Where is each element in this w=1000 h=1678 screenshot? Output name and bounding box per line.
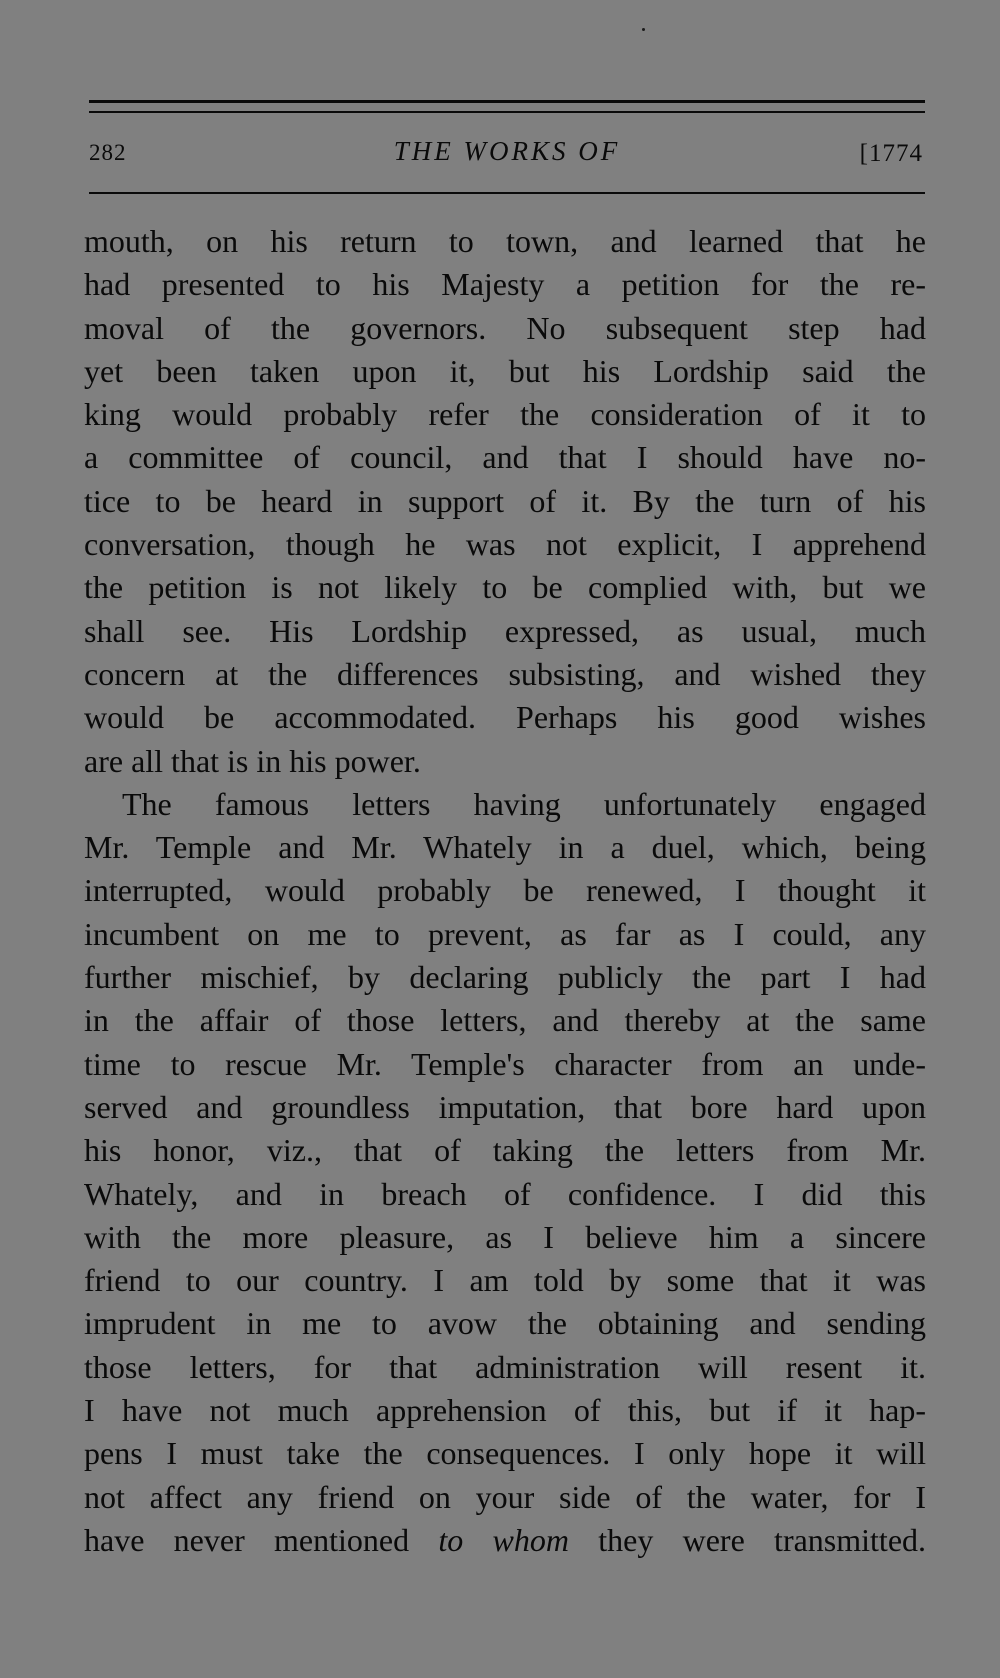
final-line-before: have never mentioned <box>84 1521 439 1558</box>
text-line: I have not much apprehension of this, but if it hap- <box>84 1392 926 1429</box>
text-line: those letters, for that administration will resent it. <box>84 1348 926 1385</box>
text-line: had presented to his Majesty a petition for the re- <box>84 266 926 303</box>
text-line: conversation, though he was not explicit, I apprehend <box>84 526 926 563</box>
running-header <box>89 136 925 176</box>
header-year: [1774 <box>859 140 923 167</box>
text-line: incumbent on me to prevent, as far as I could, any <box>84 915 926 952</box>
text-line: moval of the governors. No subsequent step had <box>84 309 926 346</box>
text-line: pens I must take the consequences. I only hope it will <box>84 1435 926 1472</box>
emphasized-text: to whom <box>438 1521 569 1558</box>
text-line: The famous letters having unfortunately engaged <box>122 785 926 822</box>
text-line: imprudent in me to avow the obtaining and sending <box>84 1305 926 1342</box>
text-line: would be accommodated. Perhaps his good wishes <box>84 699 926 736</box>
text-line: king would probably refer the consideration of it to <box>84 396 926 433</box>
text-line: are all that is in his power. <box>84 742 421 779</box>
header-rule <box>89 192 925 194</box>
text-line: with the more pleasure, as I believe him a sincere <box>84 1218 926 1255</box>
text-line: further mischief, by declaring publicly the part I had <box>84 959 926 996</box>
text-line: interrupted, would probably be renewed, I thought it <box>84 872 926 909</box>
text-line: concern at the differences subsisting, and wished they <box>84 655 926 692</box>
body-text <box>84 220 926 1562</box>
print-speck <box>642 28 645 31</box>
text-line: friend to our country. I am told by some that it was <box>84 1262 926 1299</box>
paragraph-2 <box>84 783 926 1562</box>
text-line: shall see. His Lordship expressed, as usual, much <box>84 612 926 649</box>
text-line: a committee of council, and that I should have no- <box>84 439 926 476</box>
text-line: yet been taken upon it, but his Lordship said the <box>84 352 926 389</box>
text-line: not affect any friend on your side of the water, for I <box>84 1478 926 1515</box>
text-line: in the affair of those letters, and thereby at the same <box>84 1002 926 1039</box>
page-number: 282 <box>89 140 127 165</box>
text-line: the petition is not likely to be complied with, but we <box>84 569 926 606</box>
final-line-after: they were transmitted. <box>568 1521 927 1558</box>
text-line: Mr. Temple and Mr. Whately in a duel, which, being <box>84 829 926 866</box>
text-line: his honor, viz., that of taking the letters from Mr. <box>84 1132 926 1169</box>
text-line: served and groundless imputation, that bore hard upon <box>84 1088 926 1125</box>
text-line: time to rescue Mr. Temple's character from an unde- <box>84 1045 926 1082</box>
text-line: Whately, and in breach of confidence. I did this <box>84 1175 926 1212</box>
top-rule-thin <box>89 111 925 113</box>
text-line: mouth, on his return to town, and learned that he <box>84 223 926 259</box>
text-line: tice to be heard in support of it. By the turn of his <box>84 482 926 519</box>
running-title: THE WORKS OF <box>393 136 621 166</box>
paragraph-1 <box>84 220 926 783</box>
final-text-line <box>84 1519 926 1562</box>
top-rule <box>89 100 925 103</box>
